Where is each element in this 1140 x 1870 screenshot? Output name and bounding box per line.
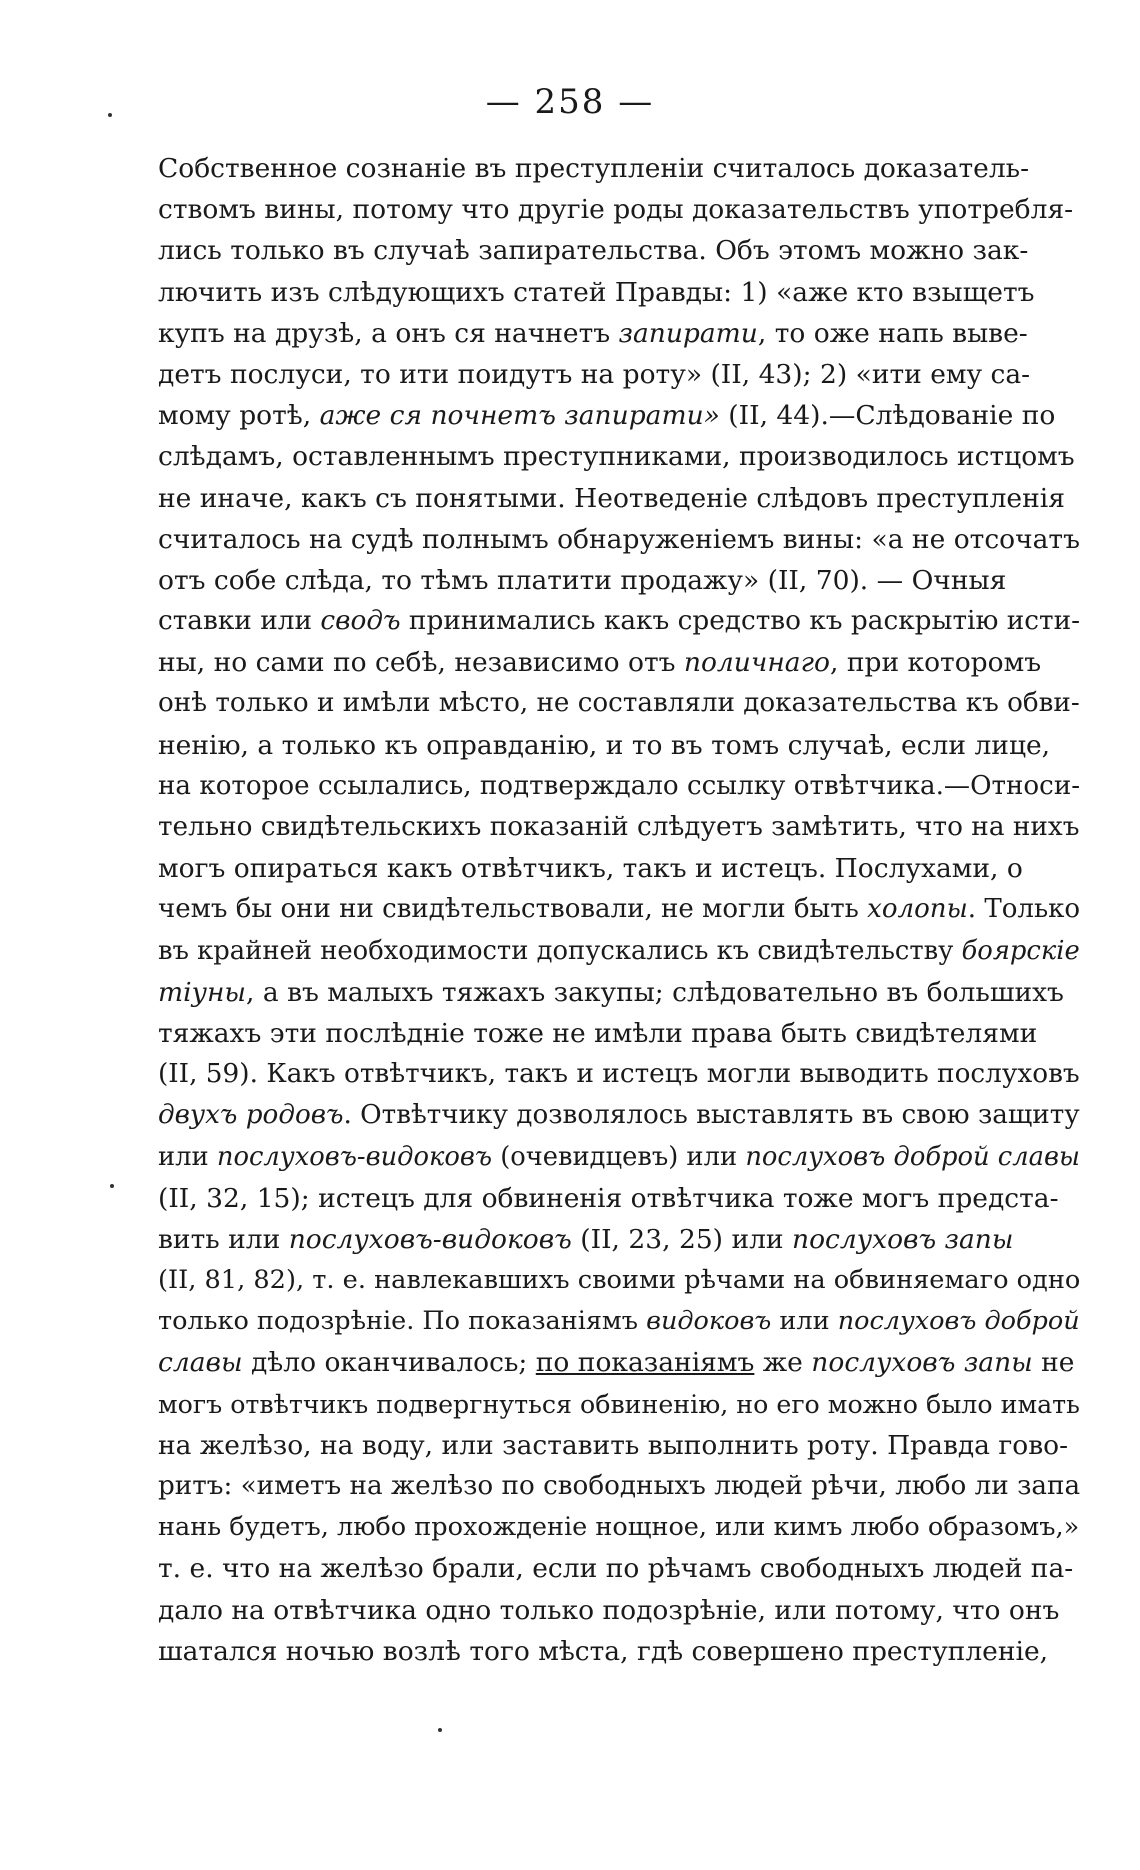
text-segment: (II, 59). Какъ отвѣтчикъ, такъ и истецъ могли выводить послуховъ	[158, 1059, 1080, 1090]
italic-term: славы	[158, 1347, 243, 1379]
text-segment: (II, 32, 15); истецъ для обвиненія отвѣтчика тоже могъ предста-	[158, 1182, 1059, 1214]
text-line	[158, 1384, 1080, 1425]
text-line	[158, 272, 1080, 313]
text-segment: . Отвѣтчику дозволялось выставлять въ свою защиту	[343, 1100, 1080, 1131]
text-line	[158, 1178, 1080, 1219]
italic-term: послуховъ доброй славы	[745, 1141, 1080, 1172]
text-segment: на желѣзо, на воду, или заставить выполнить роту. Правда гово-	[158, 1429, 1069, 1461]
text-segment: чемъ бы они ни свидѣтельствовали, не могли быть	[158, 894, 868, 925]
text-segment: ны, но сами по себѣ, независимо отъ	[158, 647, 684, 679]
text-segment: , то оже напь выве-	[757, 317, 1028, 349]
text-segment: (II, 81, 82), т. е. навлекавшихъ своими рѣчами на обвиняемаго одно	[158, 1265, 1081, 1296]
text-line	[158, 931, 1080, 972]
text-line	[158, 1507, 1080, 1548]
text-line	[158, 642, 1080, 683]
text-segment: (очевидцевъ) или	[492, 1141, 746, 1172]
text-segment: лючить изъ слѣдующихъ статей Правды: 1) «аже кто взыщетъ	[158, 276, 1035, 308]
text-line	[158, 889, 1080, 930]
text-line	[158, 560, 1080, 601]
italic-term: послуховъ запы	[792, 1223, 1014, 1255]
text-segment: онѣ только и имѣли мѣсто, не составляли доказательства къ обви-	[158, 688, 1080, 719]
text-segment: же	[754, 1347, 812, 1379]
text-line	[158, 189, 1080, 230]
italic-term: сводъ	[320, 606, 401, 637]
text-line	[158, 395, 1080, 436]
text-line	[158, 1548, 1080, 1589]
text-line	[158, 1342, 1080, 1383]
text-segment: ритъ: «иметъ на желѣзо по свободныхъ людей рѣчи, любо ли запа	[158, 1471, 1081, 1501]
italic-term: послуховъ-видоковъ	[288, 1223, 572, 1255]
text-segment: нань будетъ, любо прохожденіе нощное, или кимъ любо образомъ,»	[158, 1512, 1080, 1543]
text-segment: не	[1032, 1347, 1075, 1379]
text-line	[158, 148, 1080, 189]
text-line	[158, 436, 1080, 477]
text-line	[158, 1219, 1080, 1260]
text-line	[158, 683, 1080, 724]
text-segment: ненію, а только къ оправданію, и то въ томъ случаѣ, если лице,	[158, 729, 1051, 761]
text-line	[158, 766, 1080, 807]
text-line	[158, 1137, 1080, 1178]
text-segment: тельно свидѣтельскихъ показаній слѣдуетъ замѣтить, что на нихъ	[158, 812, 1080, 842]
text-line	[158, 313, 1080, 354]
text-segment: т. е. что на желѣзо брали, если по рѣчамъ свободныхъ людей па-	[158, 1553, 1074, 1585]
text-segment: отъ собе слѣда, то тѣмъ платити продажу» (II, 70). — Очныя	[158, 564, 1007, 596]
text-line	[158, 478, 1080, 519]
page-number: — 258 —	[485, 82, 655, 122]
italic-term: тіуны	[158, 976, 247, 1008]
text-line	[158, 1425, 1080, 1466]
italic-term: аже ся почнетъ запирати»	[319, 400, 720, 432]
text-line	[158, 519, 1080, 560]
text-segment: детъ послуси, то ити поидутъ на роту» (II, 43); 2) «ити ему са-	[158, 358, 1031, 390]
italic-term: послуховъ запы	[811, 1347, 1033, 1379]
text-line	[158, 725, 1080, 766]
text-segment: дѣло оканчивалось;	[242, 1347, 536, 1379]
italic-term: холопы	[867, 894, 968, 925]
body-text	[158, 148, 1080, 1672]
text-line	[158, 230, 1080, 271]
text-line	[158, 972, 1080, 1013]
text-segment: ствомъ вины, потому что другіе роды доказательствъ употребля-	[158, 194, 1074, 226]
text-segment: купъ на друзѣ, а онъ ся начнетъ	[158, 317, 619, 349]
text-segment: . Только	[967, 894, 1081, 925]
text-segment: считалось на судѣ полнымъ обнаруженіемъ вины: «а не отсочатъ	[158, 523, 1080, 555]
text-segment: или	[158, 1141, 217, 1172]
text-segment: тяжахъ эти послѣдніе тоже не имѣли права быть свидѣтелями	[158, 1017, 1038, 1049]
margin-dot-top	[108, 113, 112, 117]
text-segment: не иначе, какъ съ понятыми. Неотведеніе слѣдовъ преступленія	[158, 482, 1065, 514]
underlined-text: по показаніямъ	[535, 1347, 755, 1379]
text-segment: шатался ночью возлѣ того мѣста, гдѣ совершено преступленіе,	[158, 1635, 1049, 1667]
text-segment: въ крайней необходимости допускались къ свидѣтельству	[158, 935, 962, 966]
text-segment: лись только въ случаѣ запирательства. Объ этомъ можно зак-	[158, 235, 1029, 267]
text-line	[158, 601, 1080, 642]
italic-term: боярскіе	[961, 935, 1080, 966]
text-line	[158, 848, 1080, 889]
margin-dot-bottom	[438, 1728, 442, 1732]
text-line	[158, 1095, 1080, 1136]
text-line	[158, 1466, 1080, 1507]
text-segment: могъ отвѣтчикъ подвергнуться обвиненію, но его можно было имать	[158, 1389, 1080, 1419]
text-segment: мому ротѣ,	[158, 400, 320, 432]
text-segment: дало на отвѣтчика одно только подозрѣніе, или потому, что онъ	[158, 1594, 1060, 1626]
text-segment: вить или	[158, 1223, 289, 1255]
text-line	[158, 1054, 1080, 1095]
italic-term: послуховъ-видоковъ	[216, 1141, 493, 1172]
text-segment: Собственное сознаніе въ преступленіи считалось доказатель-	[158, 153, 1030, 184]
text-line	[158, 354, 1080, 395]
text-segment: , а въ малыхъ тяжахъ закупы; слѣдовательно въ большихъ	[246, 976, 1064, 1008]
text-segment: принимались какъ средство къ раскрытію исти-	[400, 606, 1081, 637]
italic-term: видоковъ	[646, 1306, 772, 1337]
text-segment: на которое ссылались, подтверждало ссылку отвѣтчика.—Относи-	[158, 770, 1081, 801]
text-line	[158, 1631, 1080, 1672]
text-line	[158, 1301, 1080, 1342]
italic-term: послуховъ доброй	[837, 1306, 1080, 1337]
text-line	[158, 1013, 1080, 1054]
italic-term: запирати	[618, 317, 758, 349]
text-segment: слѣдамъ, оставленнымъ преступниками, производилось истцомъ	[158, 441, 1075, 473]
text-segment: только подозрѣніе. По показаніямъ	[158, 1306, 647, 1337]
text-segment: (II, 44).—Слѣдованіе по	[719, 400, 1056, 432]
text-segment: могъ опираться какъ отвѣтчикъ, такъ и истецъ. Послухами, о	[158, 853, 1023, 885]
text-segment: (II, 23, 25) или	[571, 1223, 793, 1255]
text-segment: , при которомъ	[829, 647, 1042, 679]
text-line	[158, 807, 1080, 848]
text-segment: ставки или	[158, 606, 321, 637]
italic-term: поличнаго	[683, 647, 830, 679]
text-line	[158, 1590, 1080, 1631]
text-segment: или	[771, 1306, 838, 1337]
margin-dot-middle	[110, 1184, 114, 1188]
italic-term: двухъ родовъ	[158, 1100, 344, 1131]
text-line	[158, 1260, 1080, 1301]
